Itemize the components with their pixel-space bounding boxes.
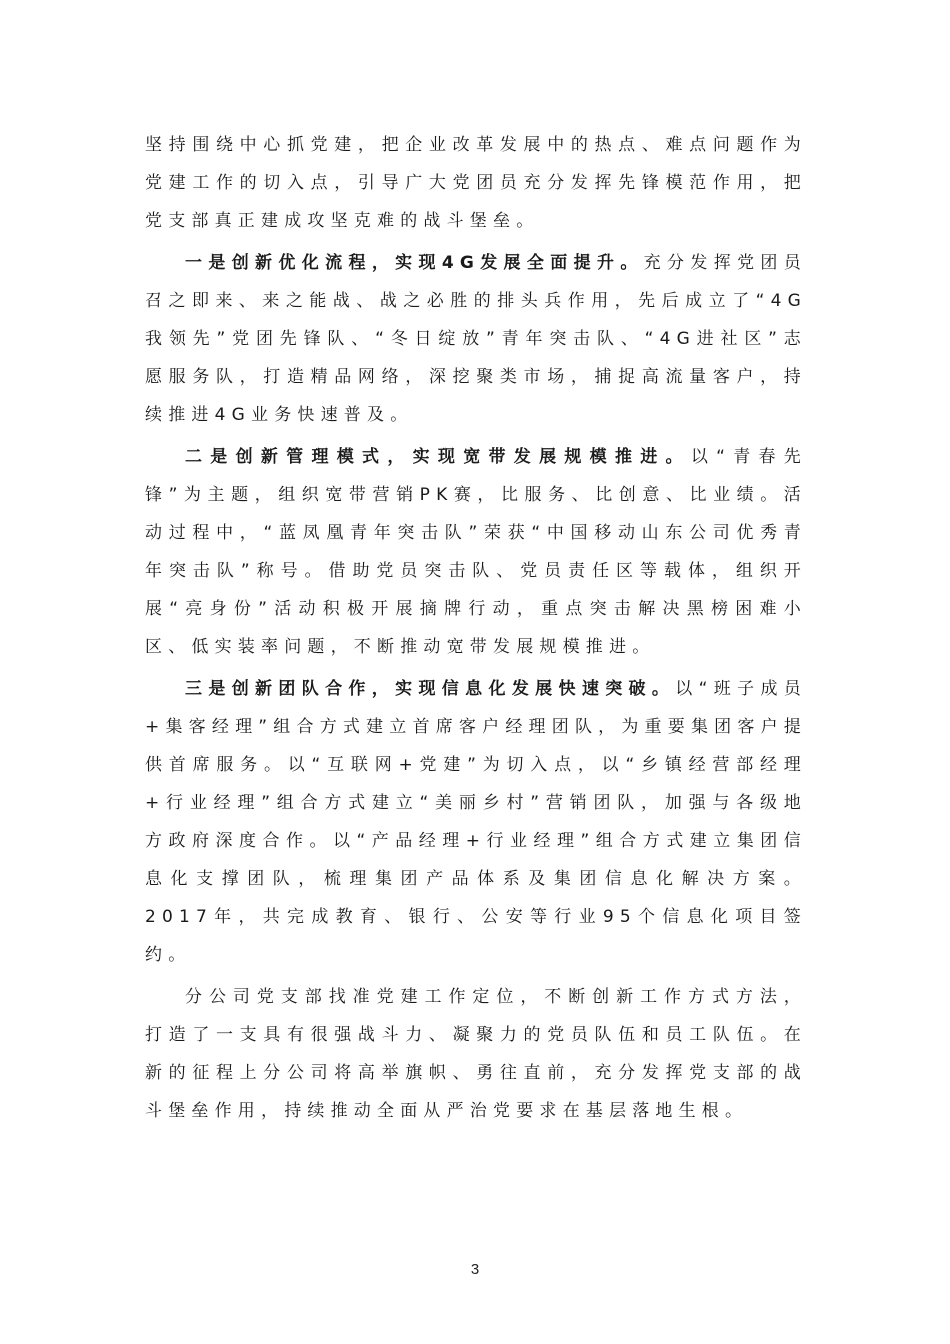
paragraph-item-1	[145, 244, 807, 434]
paragraph-lead-heading: 二是创新管理模式，实现宽带发展规模推进。	[185, 447, 691, 467]
paragraph-text: 充分发挥党团员召之即来、来之能战、战之必胜的排头兵作用，先后成立了“4G我领先”党团先锋队、“冬日绽放”青年突击队、“4G进社区”志愿服务队，打造精品网络，深挖聚类市场，捕捉高流量客户，持续推进4G业务快速普及。	[145, 253, 807, 425]
paragraph-item-3	[145, 670, 807, 974]
paragraph-lead-heading: 一是创新优化流程，实现4G发展全面提升。	[185, 253, 644, 273]
paragraph-item-2	[145, 438, 807, 666]
paragraph-text: 坚持围绕中心抓党建，把企业改革发展中的热点、难点问题作为党建工作的切入点，引导广大党团员充分发挥先锋模范作用，把党支部真正建成攻坚克难的战斗堡垒。	[145, 135, 807, 231]
paragraph-lead-heading: 三是创新团队合作，实现信息化发展快速突破。	[185, 679, 676, 699]
paragraph-text: 以“青春先锋”为主题，组织宽带营销PK赛，比服务、比创意、比业绩。活动过程中，“蓝凤凰青年突击队”荣获“中国移动山东公司优秀青年突击队”称号。借助党员突击队、党员责任区等载体，组织开展“亮身份”活动积极开展摘牌行动，重点突击解决黑榜困难小区、低实装率问题，不断推动宽带发展规模推进。	[145, 447, 807, 657]
paragraph-text: 以“班子成员+集客经理”组合方式建立首席客户经理团队，为重要集团客户提供首席服务。以“互联网+党建”为切入点，以“乡镇经营部经理+行业经理”组合方式建立“美丽乡村”营销团队，加强与各级地方政府深度合作。以“产品经理+行业经理”组合方式建立集团信息化支撑团队，梳理集团产品体系及集团信息化解决方案。2017年，共完成教育、银行、公安等行业95个信息化项目签约。	[145, 679, 807, 965]
document-body	[145, 126, 807, 1134]
page-number: 3	[470, 1261, 480, 1278]
paragraph-text: 分公司党支部找准党建工作定位，不断创新工作方式方法，打造了一支具有很强战斗力、凝聚力的党员队伍和员工队伍。在新的征程上分公司将高举旗帜、勇往直前，充分发挥党支部的战斗堡垒作用，持续推动全面从严治党要求在基层落地生根。	[145, 987, 807, 1121]
paragraph-intro-continuation	[145, 126, 807, 240]
paragraph-conclusion	[145, 978, 807, 1130]
